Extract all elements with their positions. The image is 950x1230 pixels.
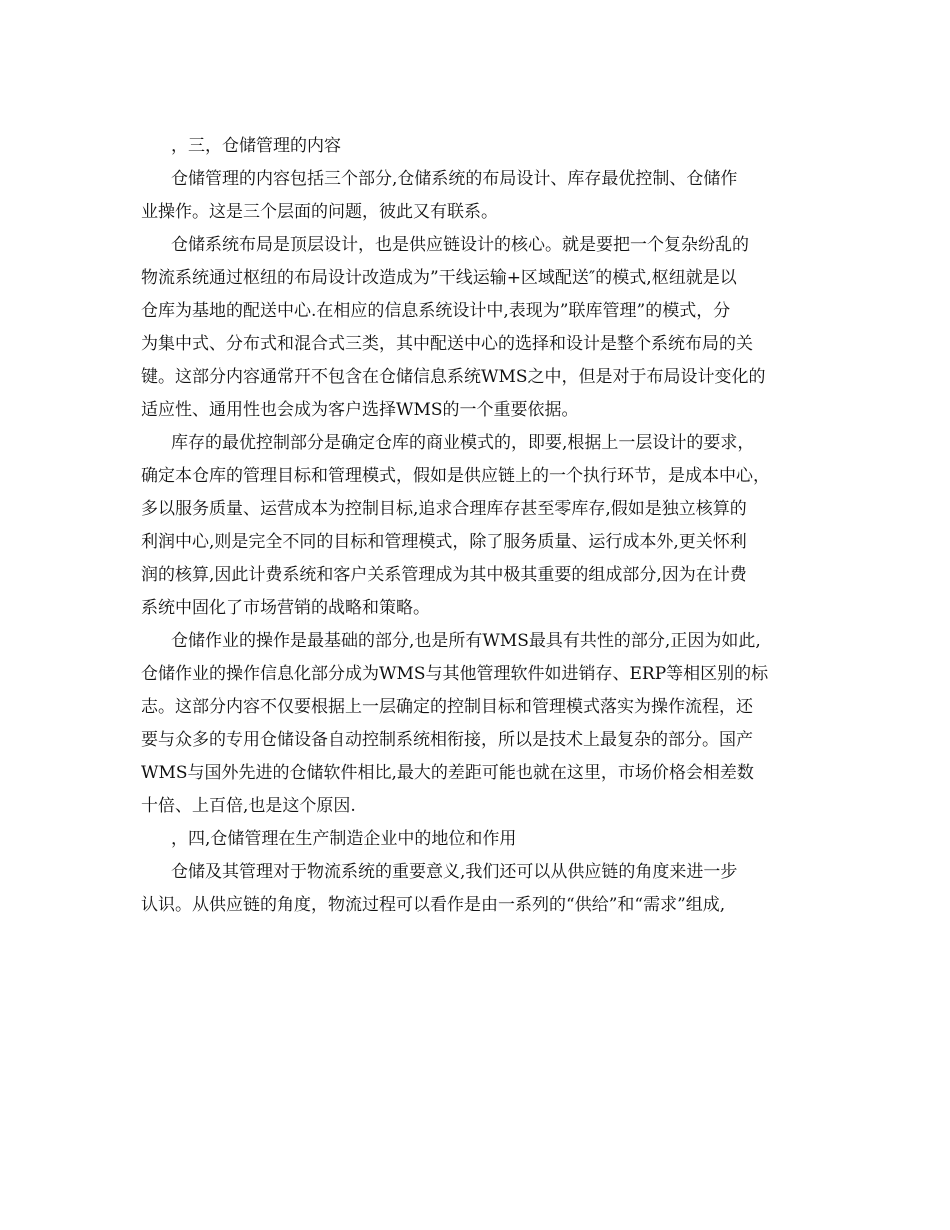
paragraph-line: 多以服务质量、运营成本为控制目标,追求合理库存甚至零库存,假如是独立核算的: [141, 499, 747, 519]
paragraph-line: 要与众多的专用仓储设备自动控制系统相衔接，所以是技术上最复杂的部分。国产: [141, 730, 753, 750]
paragraph-line: 仓储及其管理对于物流系统的重要意义,我们还可以从供应链的角度来进一步: [171, 862, 738, 882]
paragraph-line: WMS与国外先进的仓储软件相比,最大的差距可能也就在这里，市场价格会相差数: [141, 763, 754, 783]
section-heading-3: ，三，仓储管理的内容: [171, 136, 341, 156]
paragraph-line: 仓库为基地的配送中心.在相应的信息系统设计中,表现为”联库管理”的模式，分: [141, 301, 731, 321]
paragraph-line: 仓储作业的操作信息化部分成为WMS与其他管理软件如进销存、ERP等相区别的标: [141, 664, 769, 684]
paragraph-line: 仓储系统布局是顶层设计，也是供应链设计的核心。就是要把一个复杂纷乱的: [171, 235, 749, 255]
paragraph-line: 润的核算,因此计费系统和客户关系管理成为其中极其重要的组成部分,因为在计费: [141, 565, 747, 585]
paragraph-line: 库存的最优控制部分是确定仓库的商业模式的，即要,根据上一层设计的要求，: [171, 433, 755, 453]
document-body: [141, 130, 811, 922]
paragraph-line: 键。这部分内容通常幵不包含在仓储信息系统WMS之中，但是对于布局设计变化的: [141, 367, 766, 387]
paragraph-line: 物流系统通过枢纽的布局设计改造成为”干线运输+区域配送″的模式,枢纽就是以: [141, 268, 737, 288]
paragraph-line: 认识。从供应链的角度，物流过程可以看作是由一系列的“供给”和“需求”组成,: [141, 895, 726, 915]
paragraph-line: 仓储作业的操作是最基础的部分,也是所有WMS最具有共性的部分,正因为如此,: [171, 631, 761, 651]
paragraph-line: 利润中心,则是完全不同的目标和管理模式，除了服务质量、运行成本外,更关怀利: [141, 532, 747, 552]
paragraph-line: 为集中式、分布式和混合式三类，其中配送中心的选择和设计是整个系统布局的关: [141, 334, 753, 354]
section-heading-4: ，四,仓储管理在生产制造企业中的地位和作用: [171, 829, 517, 849]
paragraph-line: 业操作。这是三个层面的问题，彼此又有联系。: [141, 202, 498, 222]
paragraph-line: 系统中固化了市场营销的战略和策略。: [141, 598, 430, 618]
paragraph-line: 适应性、通用性也会成为客户选择WMS的一个重要依据。: [141, 400, 579, 420]
paragraph-line: 十倍、上百倍,也是这个原因.: [141, 796, 356, 816]
paragraph-line: 仓储管理的内容包括三个部分,仓储系统的布局设计、库存最优控制、仓储作: [171, 169, 738, 189]
paragraph-line: 确定本仓库的管理目标和管理模式，假如是供应链上的一个执行环节，是成本中心，: [141, 466, 770, 486]
paragraph-line: 志。这部分内容不仅要根据上一层确定的控制目标和管理模式落实为操作流程，还: [141, 697, 753, 717]
